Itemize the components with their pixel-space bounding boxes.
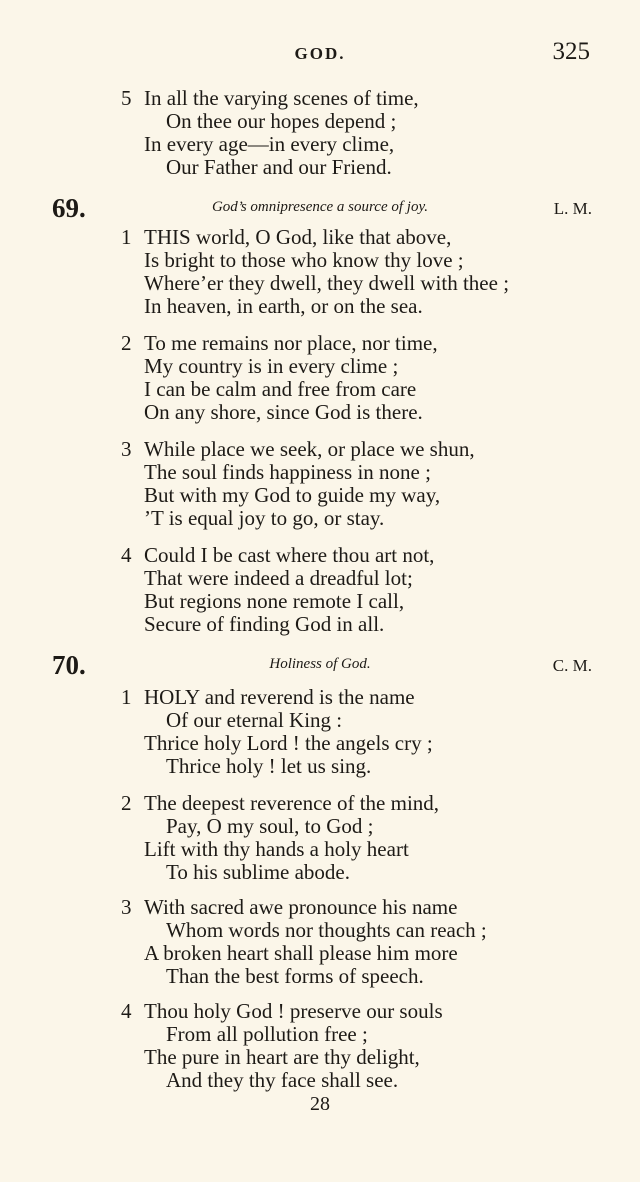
verse-line: To his sublime abode. bbox=[166, 860, 351, 884]
stanza-number: 1 bbox=[121, 685, 132, 709]
verse-line: While place we seek, or place we shun, bbox=[144, 437, 475, 461]
verse-line: HOLY and reverend is the name bbox=[144, 685, 415, 709]
hymn-header bbox=[0, 193, 640, 223]
verse-line: But with my God to guide my way, bbox=[144, 483, 441, 507]
verse-line: Our Father and our Friend. bbox=[166, 155, 392, 179]
verse-line: ’T is equal joy to go, or stay. bbox=[144, 506, 385, 530]
verse-line: And they thy face shall see. bbox=[166, 1068, 399, 1092]
verse-line: Of our eternal King : bbox=[166, 708, 343, 732]
hymn-number: 69. bbox=[52, 193, 86, 223]
stanza-number: 2 bbox=[121, 791, 132, 815]
running-title: GOD. bbox=[294, 44, 346, 63]
verse-line: The pure in heart are thy delight, bbox=[144, 1045, 420, 1069]
verse-line: The deepest reverence of the mind, bbox=[144, 791, 440, 815]
stanza-number: 3 bbox=[121, 895, 132, 919]
hymn-meter: C. M. bbox=[552, 656, 592, 675]
verse-line: That were indeed a dreadful lot; bbox=[144, 566, 413, 590]
verse-line: In every age—in every clime, bbox=[144, 132, 395, 156]
verse-line: Thou holy God ! preserve our souls bbox=[144, 999, 443, 1023]
verse-line: To me remains nor place, nor time, bbox=[144, 331, 438, 355]
verse-line: Lift with thy hands a holy heart bbox=[144, 837, 409, 861]
stanza-number: 5 bbox=[121, 86, 132, 110]
verse-line: From all pollution free ; bbox=[166, 1022, 368, 1046]
stanza-number: 2 bbox=[121, 331, 132, 355]
verse-line: In heaven, in earth, or on the sea. bbox=[144, 294, 423, 318]
verse-line: Thrice holy Lord ! the angels cry ; bbox=[144, 731, 433, 755]
running-head bbox=[0, 38, 640, 68]
hymn-meter: L. M. bbox=[553, 199, 592, 218]
verse-line: But regions none remote I call, bbox=[144, 589, 405, 613]
verse-line: Thrice holy ! let us sing. bbox=[166, 754, 372, 778]
hymn-header bbox=[0, 650, 640, 680]
verse-line: I can be calm and free from care bbox=[144, 377, 417, 401]
verse-line: On thee our hopes depend ; bbox=[166, 109, 397, 133]
verse-line: Is bright to those who know thy love ; bbox=[144, 248, 464, 272]
verse-line: The soul finds happiness in none ; bbox=[144, 460, 431, 484]
stanza-number: 4 bbox=[121, 999, 132, 1023]
verse-line: A broken heart shall please him more bbox=[144, 941, 458, 965]
verse-line: Where’er they dwell, they dwell with thee ; bbox=[144, 271, 510, 295]
hymn-number: 70. bbox=[52, 650, 86, 680]
verse-line: On any shore, since God is there. bbox=[144, 400, 423, 424]
hymn-title: Holiness of God. bbox=[269, 656, 371, 672]
signature-mark: 28 bbox=[310, 1093, 330, 1115]
verse-line: Pay, O my soul, to God ; bbox=[166, 814, 374, 838]
verse-line: Could I be cast where thou art not, bbox=[144, 543, 435, 567]
verse-line: Whom words nor thoughts can reach ; bbox=[166, 918, 487, 942]
verse-line: With sacred awe pronounce his name bbox=[144, 895, 458, 919]
stanza-number: 1 bbox=[121, 225, 132, 249]
verse-line: In all the varying scenes of time, bbox=[144, 86, 419, 110]
hymn-title: God’s omnipresence a source of joy. bbox=[211, 199, 429, 215]
verse-line: Than the best forms of speech. bbox=[166, 964, 424, 988]
verse-line: THIS world, O God, like that above, bbox=[144, 225, 452, 249]
verse-line: My country is in every clime ; bbox=[144, 354, 399, 378]
page-number: 325 bbox=[552, 38, 590, 65]
stanza-number: 4 bbox=[121, 543, 132, 567]
verse-line: Secure of finding God in all. bbox=[144, 612, 385, 636]
stanza-number: 3 bbox=[121, 437, 132, 461]
